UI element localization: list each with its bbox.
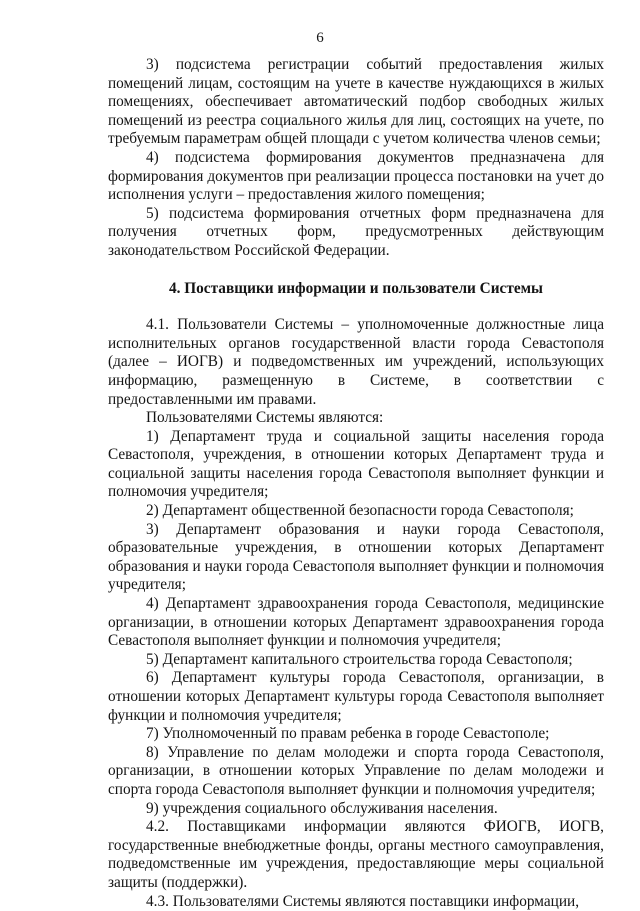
list-item-6: 6) Департамент культуры города Севастополя, организации, в отношении которых Департамент культуры города Севастополя выполняет функции и полномочия учредителя; (108, 669, 604, 724)
list-item-1: 1) Департамент труда и социальной защиты населения города Севастополя, учреждения, в отношении которых Департамент труда и социальной защиты населения города Севастополя выполняет функции и полномочия учредителя; (108, 427, 604, 501)
list-item-7: 7) Уполномоченный по правам ребенка в городе Севастополе; (146, 725, 550, 743)
paragraph-subsystem-5: 5) подсистема формирования отчетных форм предназначена для получения отчетных форм, предусмотренных действующим законодательством Российской Федерации. (108, 204, 604, 259)
list-item-2: 2) Департамент общественной безопасности города Севастополя; (146, 502, 574, 520)
paragraph-subsystem-4: 4) подсистема формирования документов предназначена для формирования документов при реализации процесса постановки на учет до исполнения услуги – предоставления жилого помещения; (108, 148, 604, 204)
paragraph-4-2: 4.2. Поставщиками информации являются ФИОГВ, ИОГВ, государственные внебюджетные фонды, органы местного самоуправления, подведомственные им учреждения, предоставляющие меры социальной защиты (поддержки). (108, 818, 604, 891)
paragraph-users-intro: Пользователями Системы являются: (146, 409, 384, 427)
list-item-3: 3) Департамент образования и науки города Севастополя, образовательные учреждения, в отношении которых Департамент образования и науки города Севастополя выполняет функции и полномочия учредителя; (108, 520, 604, 594)
list-item-5: 5) Департамент капитального строительства города Севастополя; (146, 650, 573, 668)
paragraph-4-3: 4.3. Пользователями Системы являются поставщики информации, (146, 892, 580, 910)
page-number: 6 (316, 30, 324, 46)
document-body (108, 56, 604, 911)
list-item-4: 4) Департамент здравоохранения города Севастополя, медицинские организации, в отношении которых Департамент здравоохранения города Севастополя выполняет функции и полномочия учредителя; (108, 595, 604, 650)
section-heading: 4. Поставщики информации и пользователи Системы (168, 279, 544, 297)
paragraph-subsystem-3: 3) подсистема регистрации событий предоставления жилых помещений лицам, состоящим на учете в качестве нуждающихся в жилых помещениях, обеспечивает автоматический подбор свободных жилых помещений из реестра социального жилья для лиц, состоящих на учете, по требуемым параметрам общей площади с учетом количества членов семьи; (108, 56, 604, 148)
paragraph-4-1: 4.1. Пользователи Системы – уполномоченные должностные лица исполнительных органов государственной власти города Севастополя (далее – ИОГВ) и подведомственных им учреждений, использующих информацию, размещенную в Системе, в соответствии с предоставленными им правами. (108, 316, 604, 408)
list-item-8: 8) Управление по делам молодежи и спорта города Севастополя, организации, в отношении которых Управление по делам молодежи и спорта города Севастополя выполняет функции и полномочия учредителя; (108, 743, 604, 798)
list-item-9: 9) учреждения социального обслуживания населения. (146, 799, 498, 817)
